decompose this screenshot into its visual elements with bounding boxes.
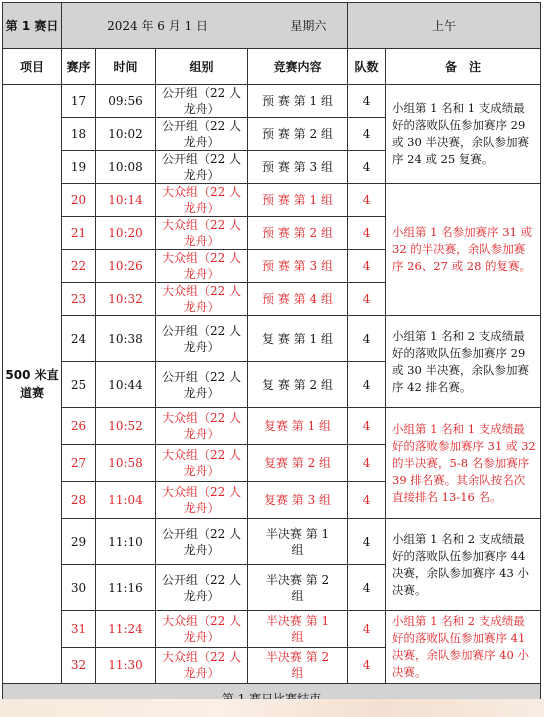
teams-cell: 4 — [348, 482, 386, 519]
teams-cell: 4 — [348, 283, 386, 316]
note-cell: 小组第 1 名和 1 支成绩最好的落败参加赛序 31 或 32 的半决赛，5-8 名参加赛序 39 排名赛。其余队按名次直接排名 13-16 名。 — [386, 408, 541, 519]
group-cell: 大众组（22 人龙舟） — [156, 283, 248, 316]
group-cell: 公开组（22 人龙舟） — [156, 85, 248, 118]
group-cell: 大众组（22 人龙舟） — [156, 408, 248, 445]
date: 2024 年 6 月 1 日 — [107, 18, 209, 33]
group-cell: 大众组（22 人龙舟） — [156, 445, 248, 482]
table-row — [3, 184, 541, 217]
seq-cell: 28 — [62, 482, 96, 519]
time-cell: 11:16 — [96, 565, 156, 611]
content-cell: 预 赛 第 2 组 — [248, 118, 348, 151]
content-cell: 半决赛 第 1 组 — [248, 519, 348, 565]
decorative-pattern-strip — [0, 699, 544, 717]
teams-cell: 4 — [348, 118, 386, 151]
table-row — [3, 408, 541, 445]
seq-cell: 24 — [62, 316, 96, 362]
content-cell: 预 赛 第 3 组 — [248, 250, 348, 283]
seq-cell: 21 — [62, 217, 96, 250]
seq-cell: 22 — [62, 250, 96, 283]
time-cell: 10:14 — [96, 184, 156, 217]
time-cell: 10:38 — [96, 316, 156, 362]
note-cell: 小组第 1 名和 1 支成绩最好的落败队伍参加赛序 29 或 30 半决赛，余队参加赛序 24 或 25 复赛。 — [386, 85, 541, 184]
teams-cell: 4 — [348, 85, 386, 118]
content-cell: 复赛 第 1 组 — [248, 408, 348, 445]
time-cell: 11:10 — [96, 519, 156, 565]
note-cell: 小组第 1 名和 2 支成绩最好的落败队伍参加赛序 41 决赛，余队参加赛序 40 小决赛。 — [386, 611, 541, 684]
teams-cell: 4 — [348, 611, 386, 648]
time-cell: 10:32 — [96, 283, 156, 316]
time-cell: 10:44 — [96, 362, 156, 408]
time-cell: 11:04 — [96, 482, 156, 519]
group-cell: 大众组（22 人龙舟） — [156, 184, 248, 217]
teams-cell: 4 — [348, 151, 386, 184]
schedule-table — [2, 2, 541, 714]
seq-cell: 30 — [62, 565, 96, 611]
content-cell: 预 赛 第 2 组 — [248, 217, 348, 250]
time-cell: 10:52 — [96, 408, 156, 445]
teams-cell: 4 — [348, 250, 386, 283]
table-row — [3, 85, 541, 118]
time-cell: 10:58 — [96, 445, 156, 482]
seq-cell: 32 — [62, 647, 96, 684]
col-content: 竞赛内容 — [248, 49, 348, 85]
group-cell: 大众组（22 人龙舟） — [156, 217, 248, 250]
table-row — [3, 611, 541, 648]
seq-cell: 31 — [62, 611, 96, 648]
event-name: 500 米直道赛 — [3, 85, 62, 684]
time-cell: 10:20 — [96, 217, 156, 250]
teams-cell: 4 — [348, 408, 386, 445]
seq-cell: 29 — [62, 519, 96, 565]
content-cell: 预 赛 第 1 组 — [248, 85, 348, 118]
col-event: 项目 — [3, 49, 62, 85]
content-cell: 预 赛 第 4 组 — [248, 283, 348, 316]
time-cell: 10:08 — [96, 151, 156, 184]
teams-cell: 4 — [348, 217, 386, 250]
teams-cell: 4 — [348, 565, 386, 611]
column-header-row — [3, 49, 541, 85]
col-notes: 备 注 — [386, 49, 541, 85]
content-cell: 预 赛 第 3 组 — [248, 151, 348, 184]
teams-cell: 4 — [348, 184, 386, 217]
content-cell: 复赛 第 3 组 — [248, 482, 348, 519]
seq-cell: 26 — [62, 408, 96, 445]
teams-cell: 4 — [348, 362, 386, 408]
seq-cell: 23 — [62, 283, 96, 316]
teams-cell: 4 — [348, 445, 386, 482]
seq-cell: 17 — [62, 85, 96, 118]
group-cell: 大众组（22 人龙舟） — [156, 250, 248, 283]
teams-cell: 4 — [348, 316, 386, 362]
table-row — [3, 316, 541, 362]
content-cell: 复 赛 第 2 组 — [248, 362, 348, 408]
group-cell: 大众组（22 人龙舟） — [156, 482, 248, 519]
time-cell: 10:26 — [96, 250, 156, 283]
content-cell: 复赛 第 2 组 — [248, 445, 348, 482]
table-row — [3, 519, 541, 565]
seq-cell: 27 — [62, 445, 96, 482]
time-cell: 10:02 — [96, 118, 156, 151]
time-cell: 11:30 — [96, 647, 156, 684]
session: 上午 — [348, 3, 541, 49]
group-cell: 公开组（22 人龙舟） — [156, 362, 248, 408]
group-cell: 公开组（22 人龙舟） — [156, 151, 248, 184]
group-cell: 公开组（22 人龙舟） — [156, 519, 248, 565]
seq-cell: 19 — [62, 151, 96, 184]
group-cell: 公开组（22 人龙舟） — [156, 118, 248, 151]
weekday: 星期六 — [290, 18, 327, 33]
col-time: 时间 — [96, 49, 156, 85]
content-cell: 复 赛 第 1 组 — [248, 316, 348, 362]
seq-cell: 18 — [62, 118, 96, 151]
col-teams: 队数 — [348, 49, 386, 85]
day-header-row — [3, 3, 541, 49]
seq-cell: 25 — [62, 362, 96, 408]
content-cell: 半决赛 第 1 组 — [248, 611, 348, 648]
time-cell: 09:56 — [96, 85, 156, 118]
col-seq: 赛序 — [62, 49, 96, 85]
group-cell: 公开组（22 人龙舟） — [156, 565, 248, 611]
teams-cell: 4 — [348, 647, 386, 684]
col-group: 组别 — [156, 49, 248, 85]
seq-cell: 20 — [62, 184, 96, 217]
note-cell: 小组第 1 名和 2 支成绩最好的落败队伍参加赛序 44 决赛，余队参加赛序 43 小决赛。 — [386, 519, 541, 611]
content-cell: 半决赛 第 2 组 — [248, 565, 348, 611]
group-cell: 公开组（22 人龙舟） — [156, 316, 248, 362]
time-cell: 11:24 — [96, 611, 156, 648]
teams-cell: 4 — [348, 519, 386, 565]
note-cell: 小组第 1 名参加赛序 31 或 32 的半决赛，余队参加赛序 26、27 或 28 的复赛。 — [386, 184, 541, 316]
note-cell: 小组第 1 名和 2 支成绩最好的落败队伍参加赛序 29 或 30 半决赛，余队参加赛序 42 排名赛。 — [386, 316, 541, 408]
content-cell: 半决赛 第 2 组 — [248, 647, 348, 684]
content-cell: 预 赛 第 1 组 — [248, 184, 348, 217]
group-cell: 大众组（22 人龙舟） — [156, 647, 248, 684]
group-cell: 大众组（22 人龙舟） — [156, 611, 248, 648]
day-label: 第 1 赛日 — [3, 3, 62, 49]
